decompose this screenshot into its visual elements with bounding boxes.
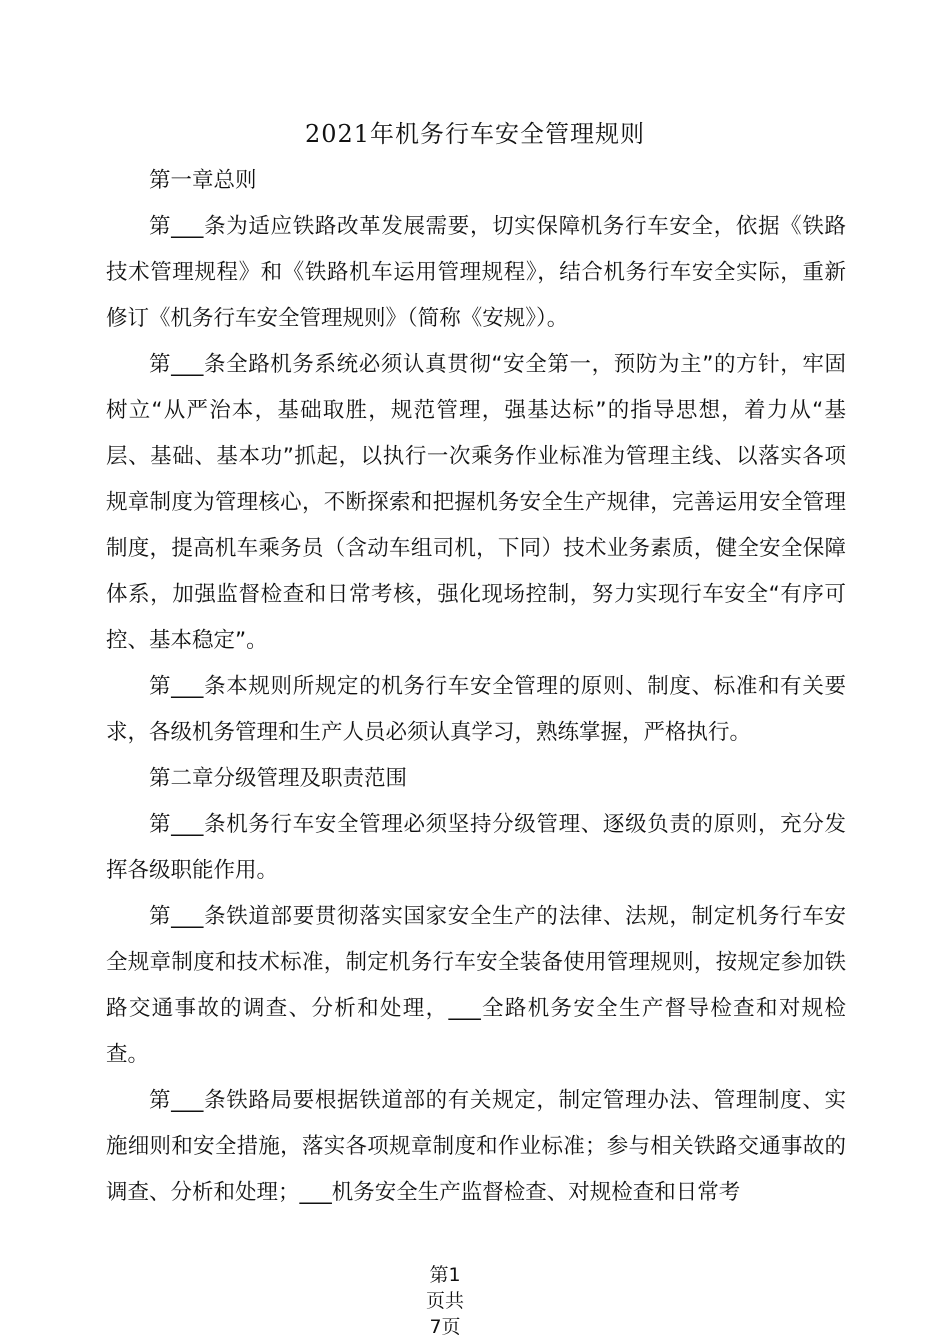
article-paragraph: 第___条全路机务系统必须认真贯彻“安全第一，预防为主”的方针，牢固树立“从严治本，基础取胜，规范管理，强基达标”的指导思想，着力从“基层、基础、基本功”抓起，以执行一次乘务作业标准为管理主线、以落实各项规章制度为管理核心，不断探索和把握机务安全生产规律，完善运用安全管理制度，提高机车乘务员（含动车组司机，下同）技术业务素质，健全安全保障体系，加强监督检查和日常考核，强化现场控制，努力实现行车安全“有序可控、基本稳定”。 <box>106 352 846 653</box>
page-number-line: 7页 <box>429 1316 461 1338</box>
document-title: 2021年机务行车安全管理规则 <box>304 120 646 148</box>
article-paragraph: 第___条为适应铁路改革发展需要，切实保障机务行车安全，依据《铁路技术管理规程》和《铁路机车运用管理规程》，结合机务行车安全实际，重新修订《机务行车安全管理规则》（简称《安规》）。 <box>106 214 846 331</box>
document-body <box>106 158 846 1216</box>
chapter-heading-2: 第二章分级管理及职责范围 <box>149 766 408 791</box>
page-number <box>395 1262 495 1340</box>
article-paragraph: 第___条铁道部要贯彻落实国家安全生产的法律、法规，制定机务行车安全规章制度和技术标准，制定机务行车安全装备使用管理规则，按规定参加铁路交通事故的调查、分析和处理，___全路机务安全生产督导检查和对规检查。 <box>106 904 846 1067</box>
chapter-heading-1: 第一章总则 <box>149 168 257 193</box>
article-paragraph: 第___条本规则所规定的机务行车安全管理的原则、制度、标准和有关要求，各级机务管理和生产人员必须认真学习，熟练掌握，严格执行。 <box>106 674 846 745</box>
article-paragraph: 第___条铁路局要根据铁道部的有关规定，制定管理办法、管理制度、实施细则和安全措施，落实各项规章制度和作业标准；参与相关铁路交通事故的调查、分析和处理；___机务安全生产监督检查、对规检查和日常考 <box>106 1088 846 1205</box>
page-number-line: 第1 <box>429 1264 461 1286</box>
article-paragraph: 第___条机务行车安全管理必须坚持分级管理、逐级负责的原则，充分发挥各级职能作用。 <box>106 812 846 883</box>
page-number-line: 页共 <box>425 1290 464 1312</box>
